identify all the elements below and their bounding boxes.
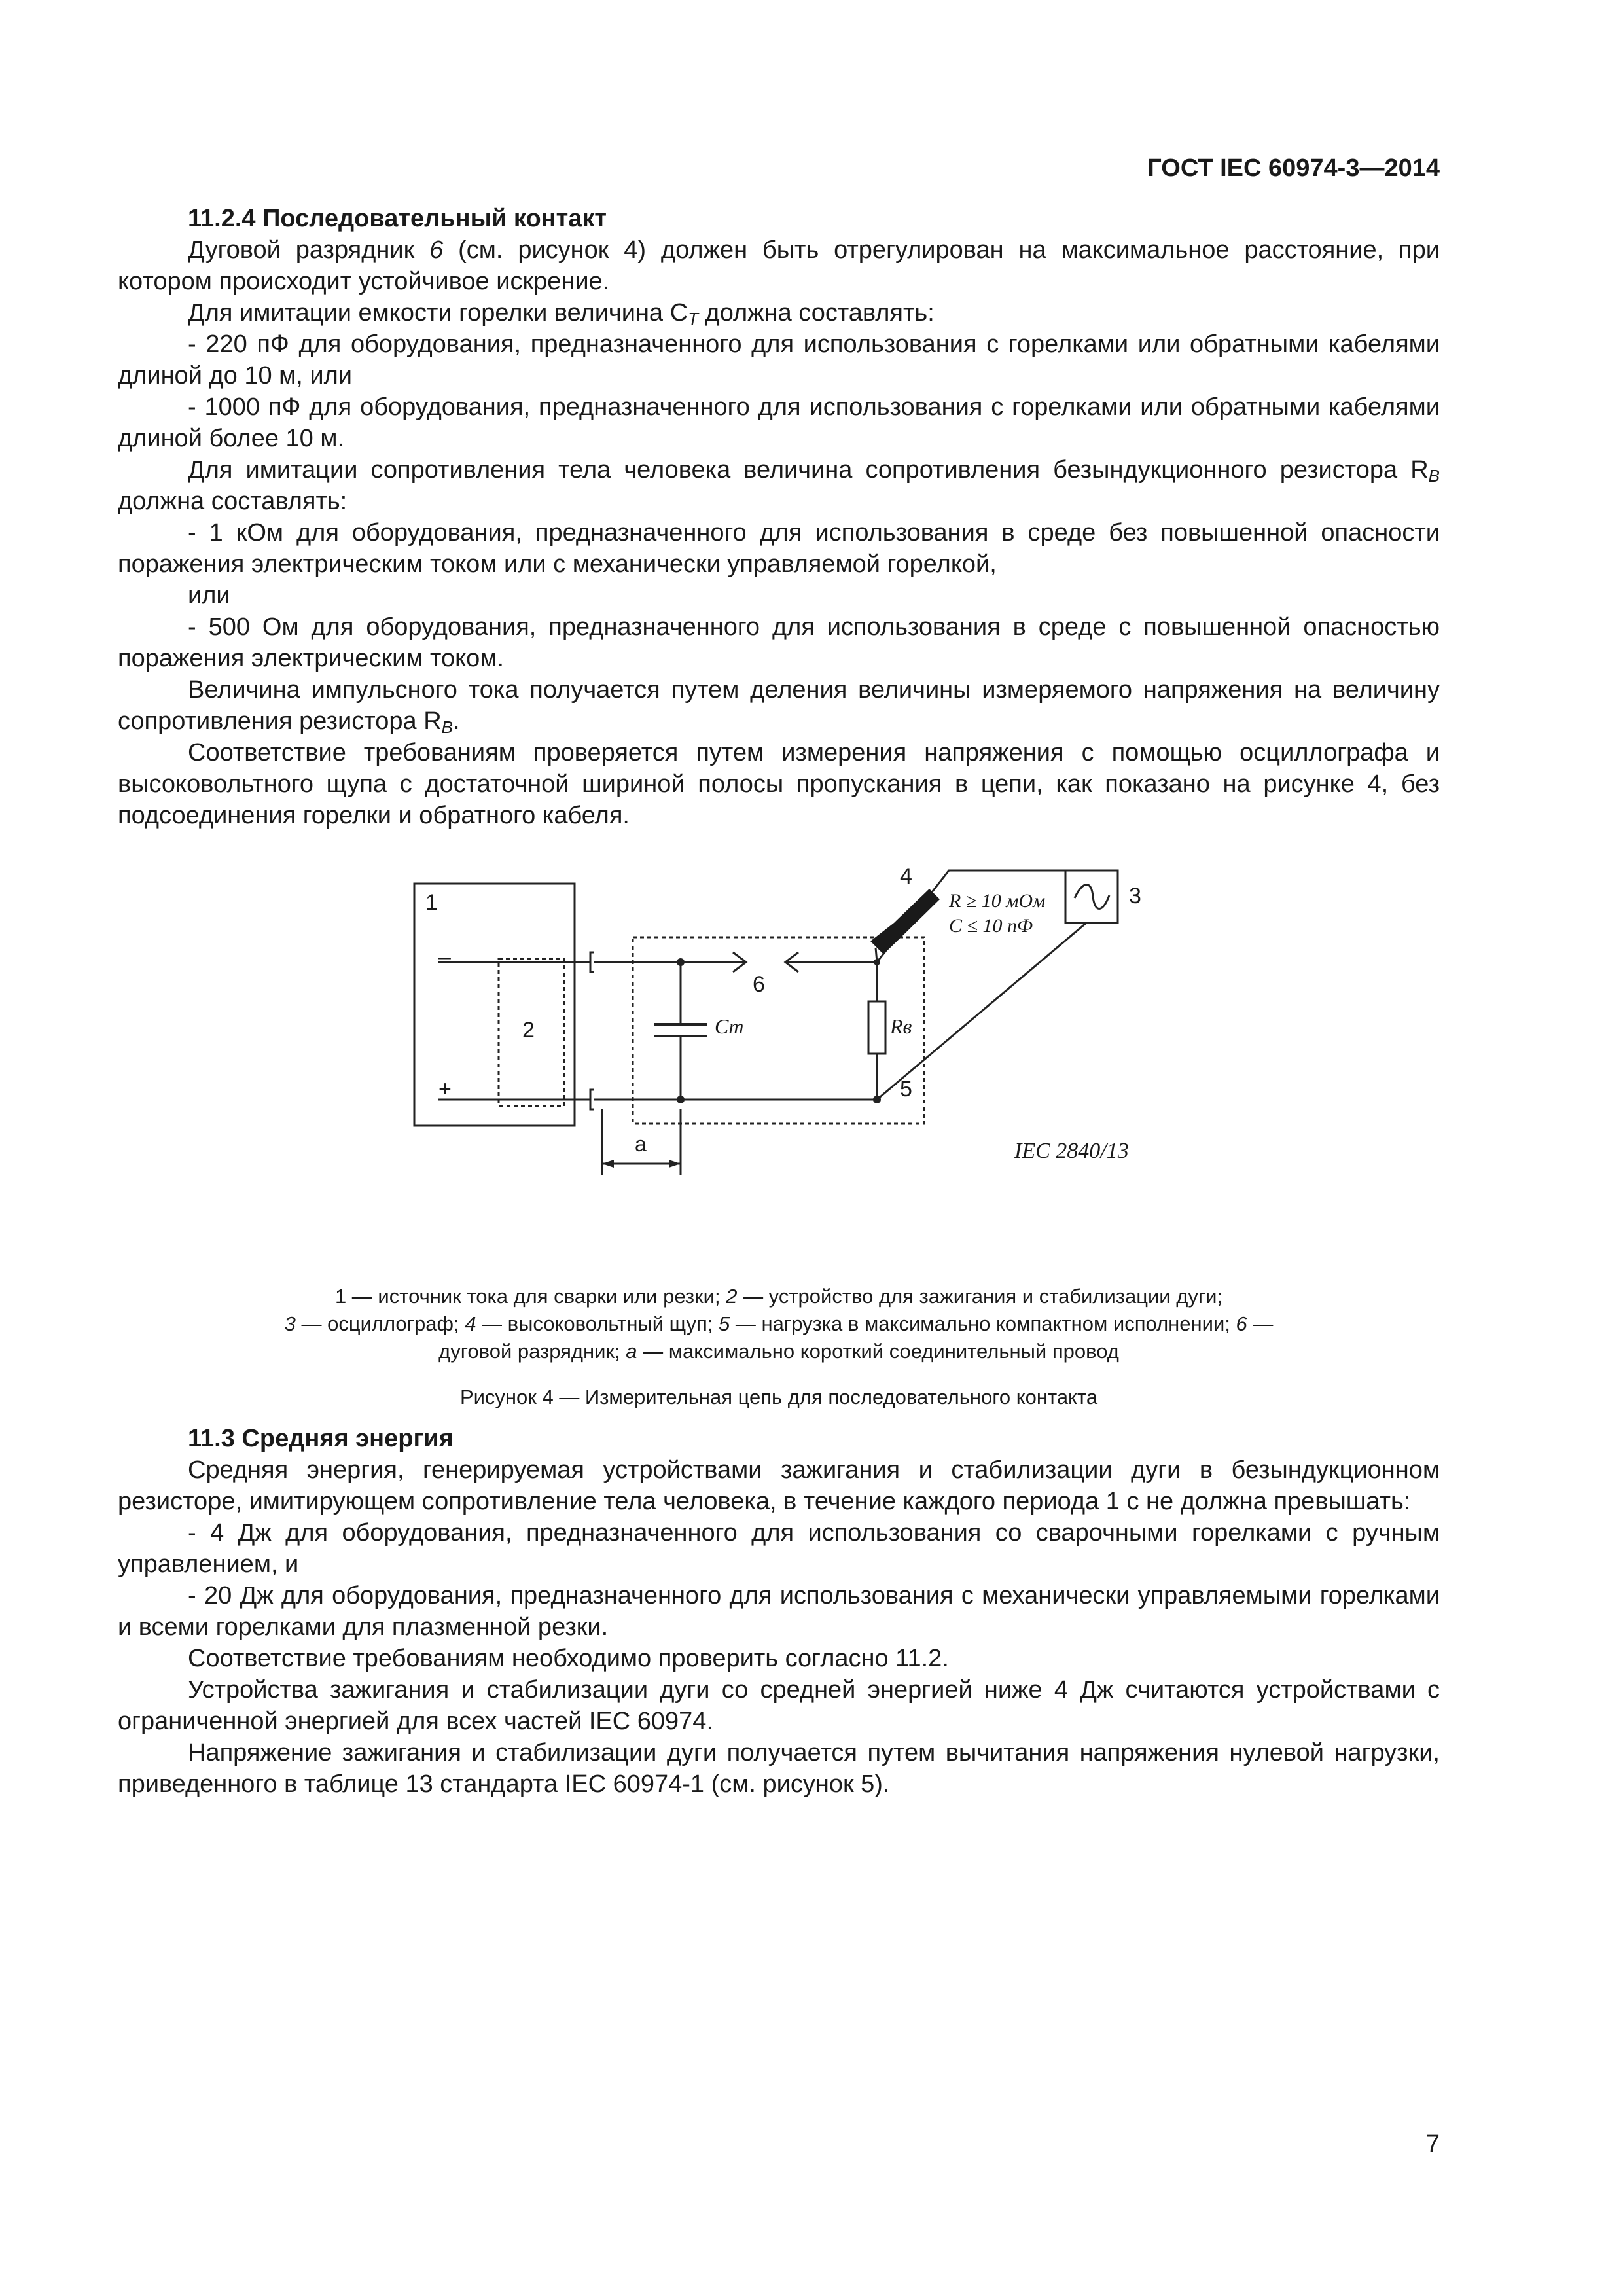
label-6: 6	[753, 972, 765, 997]
list-item: - 20 Дж для оборудования, предназначенного для использования с механически управляемыми горелками и всеми горелками для плазменной резки.	[118, 1582, 1440, 1641]
label-r-spec: R ≥ 10 мОм	[949, 890, 1046, 912]
list-item: - 1000 пФ для оборудования, предназначенного для использования с горелками или обратными кабелями длиной более 10 м.	[118, 393, 1440, 452]
label-minus: –	[438, 944, 451, 969]
label-plus: +	[438, 1077, 452, 1102]
page-number: 7	[1425, 2130, 1440, 2158]
paragraph: Напряжение зажигания и стабилизации дуги получается путем вычитания напряжения нулевой нагрузки, приведенного в таблице 13 стандарта IEC 60974-1 (см. рисунок 5).	[118, 1739, 1440, 1798]
document-header: ГОСТ IEC 60974-3—2014	[1147, 154, 1440, 182]
label-2: 2	[522, 1018, 535, 1043]
label-ct: Cт	[715, 1014, 744, 1038]
paragraph: Величина импульсного тока получается путем деления величины измеряемого напряжения на величину сопротивления резистора $R_B$.	[118, 676, 1440, 737]
list-item: - 4 Дж для оборудования, предназначенного для использования со сварочными горелками с ручным управлением, и	[118, 1519, 1440, 1578]
paragraph: Устройства зажигания и стабилизации дуги со средней энергией ниже 4 Дж считаются устройствами с ограниченной энергией для всех частей IEC 60974.	[118, 1676, 1440, 1735]
label-4: 4	[900, 864, 912, 889]
hv-probe	[870, 889, 940, 962]
paragraph: или	[188, 582, 230, 609]
paragraph: Для имитации сопротивления тела человека величина сопротивления безындукционного резистора $R_B$ должна составлять:	[118, 456, 1440, 515]
figure-4-circuit	[118, 857, 1440, 1276]
paragraph: Для имитации емкости горелки величина $С_T$ должна составлять:	[188, 299, 935, 329]
label-rb: Rв	[890, 1014, 912, 1038]
label-c-spec: C ≤ 10 пФ	[949, 915, 1033, 937]
circuit-diagram	[118, 857, 1440, 1224]
label-1: 1	[425, 890, 438, 915]
iec-reference: IEC 2840/13	[1014, 1139, 1129, 1163]
section-heading-11-3: 11.3 Средняя энергия	[188, 1425, 454, 1452]
label-a: a	[635, 1132, 647, 1156]
paragraph: Соответствие требованиям проверяется путем измерения напряжения с помощью осциллографа и высоковольтного щупа с достаточной шириной полосы пропускания в цепи, как показано на рисунке 4, без подсоединения горелки и обратного кабеля.	[118, 739, 1440, 829]
oscilloscope	[1065, 870, 1118, 923]
section-heading-11-2-4: 11.2.4 Последовательный контакт	[188, 205, 607, 232]
list-item: - 1 кОм для оборудования, предназначенного для использования в среде без повышенной опасности поражения электрическим током или с механически управляемой горелкой,	[118, 519, 1440, 578]
paragraph: Средняя энергия, генерируемая устройствами зажигания и стабилизации дуги в безындукционном резисторе, имитирующем сопротивление тела человека, в течение каждого периода 1 с не должна превышать:	[118, 1456, 1440, 1515]
page-body	[118, 203, 1440, 1800]
figure-legend: 1 — источник тока для сварки или резки; 2 — устройство для зажигания и стабилизации дуги; 3 — осциллограф; 4 — высоковольтный щуп; 5 — нагрузка в максимально компактном исполнении; 6 — дуговой разрядник; а — максимально короткий соединительный провод	[284, 1285, 1274, 1363]
list-item: - 220 пФ для оборудования, предназначенного для использования с горелками или обратными кабелями длиной до 10 м, или	[118, 331, 1440, 389]
paragraph: Дуговой разрядник 6 (см. рисунок 4) должен быть отрегулирован на максимальное расстояние, при котором происходит устойчивое искрение.	[118, 236, 1440, 295]
resistor	[868, 1001, 885, 1054]
figure-title: Рисунок 4 — Измерительная цепь для последовательного контакта	[459, 1386, 1098, 1408]
paragraph: Соответствие требованиям необходимо проверить согласно 11.2.	[188, 1645, 949, 1672]
label-3: 3	[1129, 884, 1141, 908]
list-item: - 500 Ом для оборудования, предназначенного для использования в среде с повышенной опасностью поражения электрическим током.	[118, 613, 1440, 672]
label-5: 5	[900, 1077, 912, 1102]
